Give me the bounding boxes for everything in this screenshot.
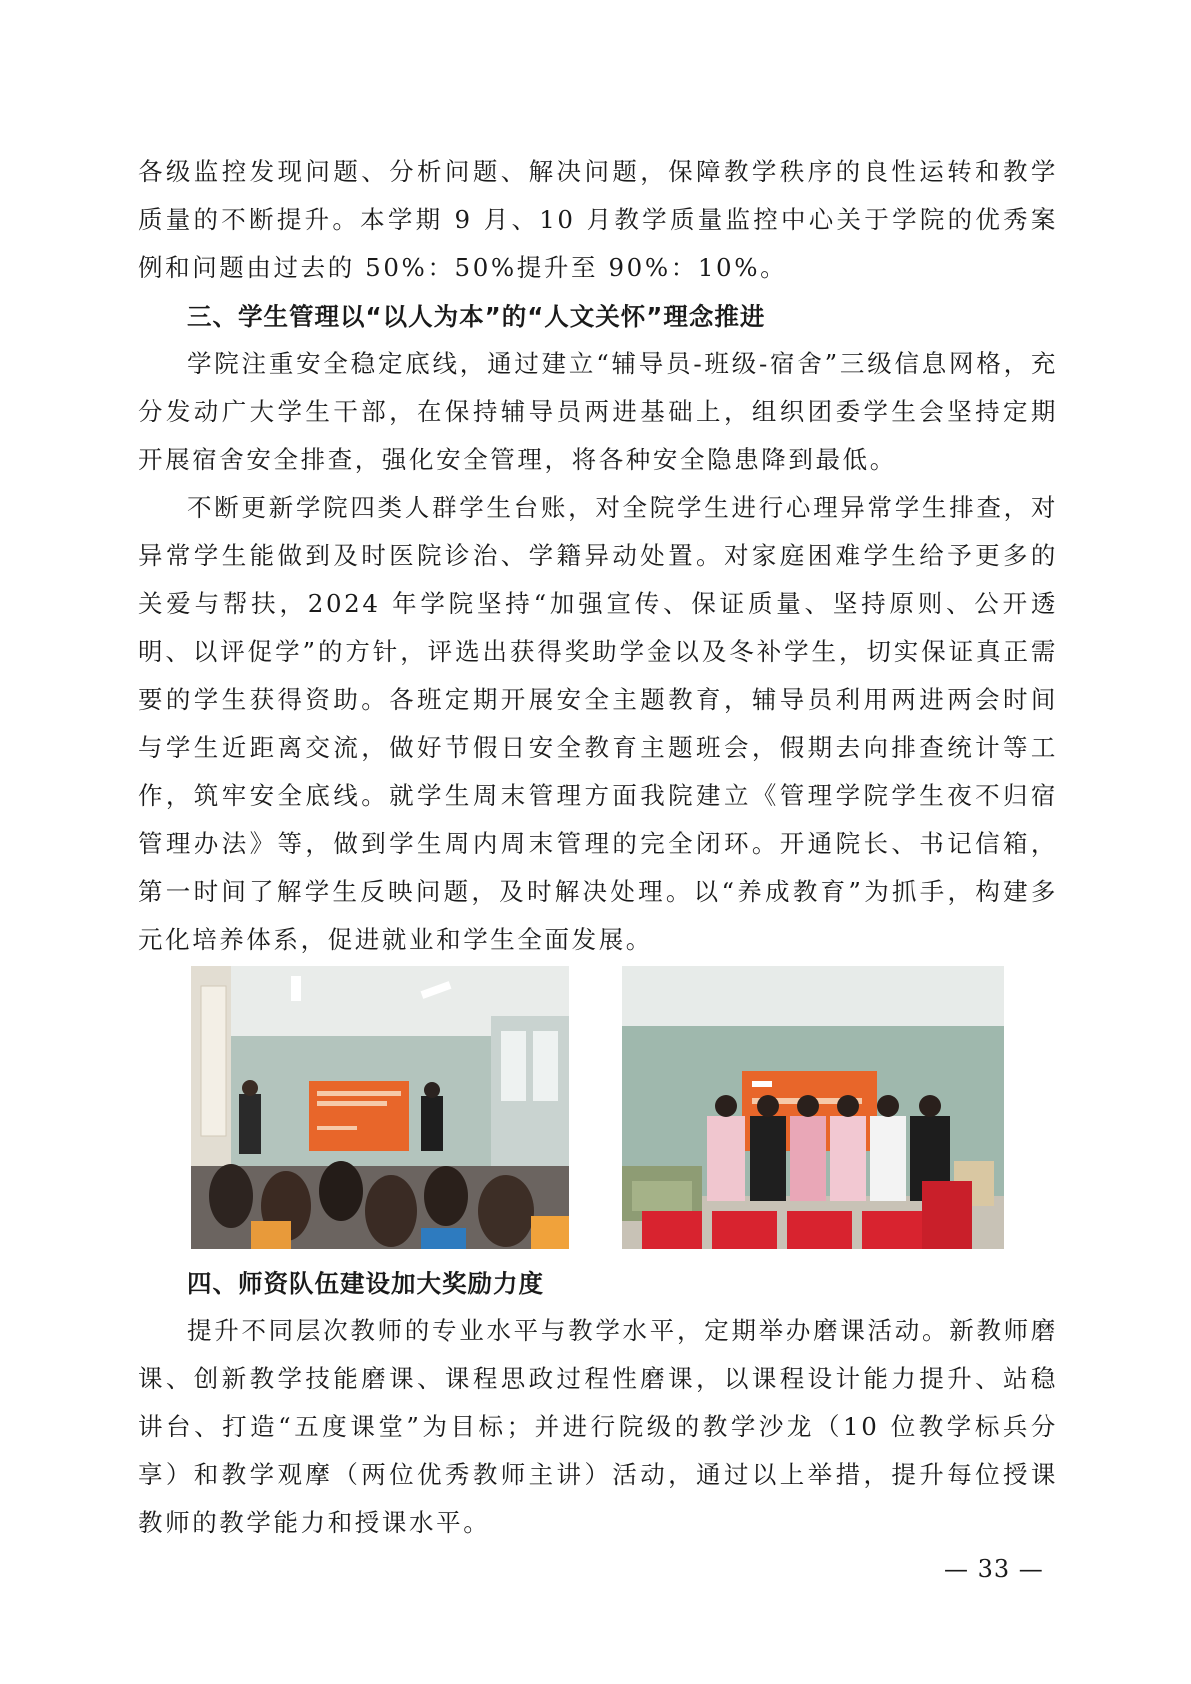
paragraph-safety-grid: 学院注重安全稳定底线，通过建立“辅导员-班级-宿舍”三级信息网格，充分发动广大学生干部，在保持辅导员两进基础上，组织团委学生会坚持定期开展宿舍安全排查，强化安全管理，将各种安全隐患降到最低。 (138, 349, 1058, 474)
section-heading-student-management: 三、学生管理以“以人为本”的“人文关怀”理念推进 (187, 302, 766, 331)
paragraph-monitoring: 各级监控发现问题、分析问题、解决问题，保障教学秩序的良性运转和教学质量的不断提升。本学期 9 月、10 月教学质量监控中心关于学院的优秀案例和问题由过去的 50%：50%提升至 90%：10%。 (138, 157, 1058, 282)
paragraph-faculty-training: 提升不同层次教师的专业水平与教学水平，定期举办磨课活动。新教师磨课、创新教学技能磨课、课程思政过程性磨课，以课程设计能力提升、站稳讲台、打造“五度课堂”为目标；并进行院级的教学沙龙（10 位教学标兵分享）和教学观摩（两位优秀教师主讲）活动，通过以上举措，提升每位授课教师的教学能力和授课水平。 (138, 1316, 1058, 1537)
photo-classroom-meeting (191, 966, 569, 1249)
paragraph-student-care: 不断更新学院四类人群学生台账，对全院学生进行心理异常学生排查，对异常学生能做到及时医院诊治、学籍异动处置。对家庭困难学生给予更多的关爱与帮扶，2024 年学院坚持“加强宣传、保证质量、坚持原则、公开透明、以评促学”的方针，评选出获得奖助学金以及冬补学生，切实保证真正需要的学生获得资助。各班定期开展安全主题教育，辅导员利用两进两会时间与学生近距离交流，做好节假日安全教育主题班会，假期去向排查统计等工作，筑牢安全底线。就学生周末管理方面我院建立《管理学院学生夜不归宿管理办法》等，做到学生周内周末管理的完全闭环。开通院长、书记信箱，第一时间了解学生反映问题，及时解决处理。以“养成教育”为抓手，构建多元化培养体系，促进就业和学生全面发展。 (138, 493, 1058, 954)
page-number: — 33 — (944, 1555, 1044, 1583)
section-heading-faculty: 四、师资队伍建设加大奖励力度 (187, 1269, 544, 1298)
photo-student-award-group (622, 966, 1004, 1249)
